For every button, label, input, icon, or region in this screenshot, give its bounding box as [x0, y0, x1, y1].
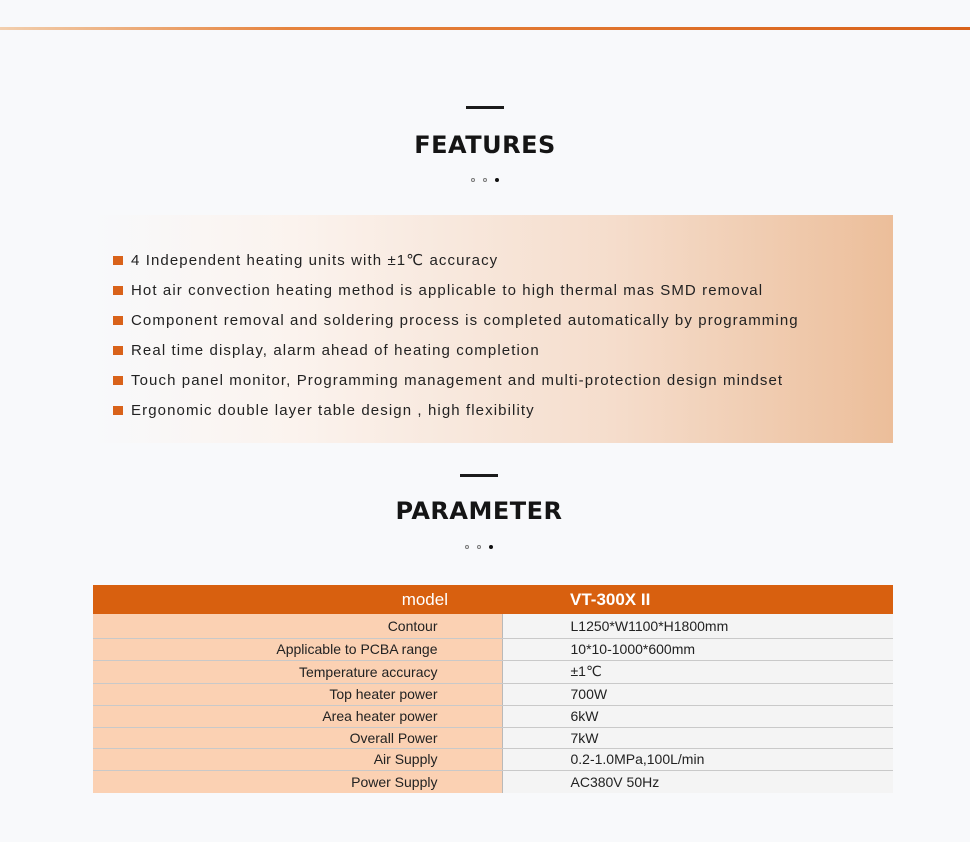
parameter-table — [93, 585, 893, 793]
bullet-square-icon — [113, 376, 123, 385]
bullet-square-icon — [113, 256, 123, 265]
feature-text: Real time display, alarm ahead of heating completion — [131, 341, 540, 359]
dot-outline-icon — [483, 178, 487, 182]
table-row — [93, 705, 893, 727]
bullet-square-icon — [113, 406, 123, 415]
dot-outline-icon — [465, 545, 469, 549]
feature-text: Touch panel monitor, Programming management and multi-protection design mindset — [131, 371, 784, 389]
table-row — [93, 614, 893, 638]
row-label: Air Supply — [93, 748, 502, 770]
row-value: 7kW — [502, 727, 893, 748]
parameter-title: PARAMETER — [395, 497, 563, 525]
features-panel — [93, 215, 893, 443]
feature-text: Ergonomic double layer table design , high flexibility — [131, 401, 535, 419]
row-label: Applicable to PCBA range — [93, 638, 502, 660]
features-heading — [0, 106, 970, 182]
bullet-square-icon — [113, 286, 123, 295]
row-value: 700W — [502, 683, 893, 705]
dot-outline-icon — [477, 545, 481, 549]
dot-outline-icon — [471, 178, 475, 182]
row-value: L1250*W1100*H1800mm — [502, 614, 893, 638]
row-label: Area heater power — [93, 705, 502, 727]
row-label: Overall Power — [93, 727, 502, 748]
feature-item — [113, 335, 799, 365]
features-title: FEATURES — [414, 131, 556, 159]
dot-filled-icon — [495, 178, 499, 182]
row-value: 6kW — [502, 705, 893, 727]
bullet-square-icon — [113, 346, 123, 355]
heading-bar — [466, 106, 504, 109]
table-row — [93, 683, 893, 705]
row-label: Contour — [93, 614, 502, 638]
feature-item — [113, 245, 799, 275]
features-list — [113, 245, 799, 425]
row-label: Top heater power — [93, 683, 502, 705]
feature-text: Component removal and soldering process is completed automatically by programming — [131, 311, 799, 329]
bullet-square-icon — [113, 316, 123, 325]
feature-text: Hot air convection heating method is applicable to high thermal mas SMD removal — [131, 281, 764, 299]
dot-filled-icon — [489, 545, 493, 549]
row-value: 0.2-1.0MPa,100L/min — [502, 748, 893, 770]
row-label: Power Supply — [93, 770, 502, 793]
row-value: 10*10-1000*600mm — [502, 638, 893, 660]
table-row — [93, 770, 893, 793]
feature-item — [113, 305, 799, 335]
row-value: AC380V 50Hz — [502, 770, 893, 793]
heading-dots — [0, 545, 964, 549]
feature-item — [113, 275, 799, 305]
heading-bar — [460, 474, 498, 477]
heading-dots — [0, 178, 970, 182]
header-value: VT-300X II — [502, 585, 893, 614]
table-row — [93, 638, 893, 660]
feature-item — [113, 365, 799, 395]
row-value: ±1℃ — [502, 660, 893, 683]
table-row — [93, 727, 893, 748]
top-divider — [0, 27, 970, 30]
table-header-row — [93, 585, 893, 614]
feature-text: 4 Independent heating units with ±1℃ accuracy — [131, 252, 499, 269]
table-row — [93, 660, 893, 683]
feature-item — [113, 395, 799, 425]
row-label: Temperature accuracy — [93, 660, 502, 683]
parameter-heading — [0, 474, 964, 549]
header-label: model — [93, 585, 502, 614]
table-row — [93, 748, 893, 770]
